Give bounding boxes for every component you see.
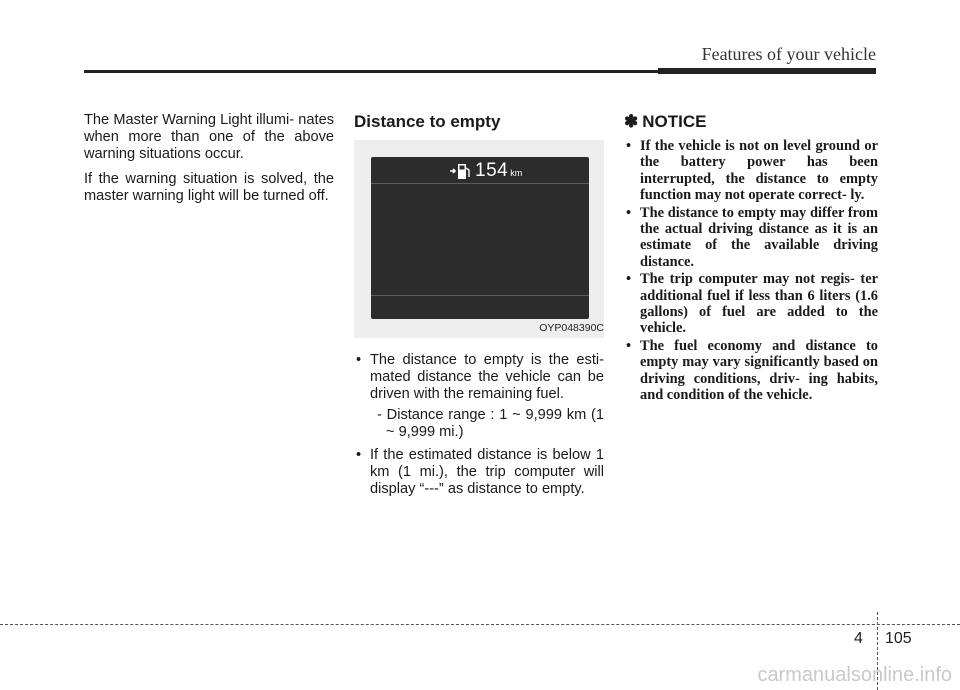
fuel-pump-icon — [449, 161, 471, 181]
list-item — [354, 447, 604, 498]
watermark: carmanualsonline.info — [757, 664, 952, 686]
bullet-list — [354, 447, 604, 498]
distance-value: 154 — [475, 160, 509, 181]
notice-asterisk-icon: ✽ — [624, 112, 639, 131]
cluster-figure — [354, 140, 604, 338]
list-item-text: The trip computer may not regis- ter additional fuel if less than 6 liters (1.6 gallons) of fuel are added to the vehicle. — [640, 271, 878, 337]
notice-column — [624, 112, 878, 405]
list-item — [624, 205, 878, 271]
list-item — [624, 338, 878, 404]
sub-list-item: - Distance range : 1 ~ 9,999 km (1 ~ 9,999 mi.) — [377, 407, 604, 440]
section-heading: Distance to empty — [354, 112, 501, 131]
list-item — [624, 271, 878, 337]
distance-unit: km — [510, 168, 523, 178]
section-number: 4 — [854, 630, 863, 647]
notice-heading — [624, 112, 878, 132]
list-item-text: The fuel economy and distance to empty may vary significantly based on driving conditions, driv- ing habits, and condition of the vehicle. — [640, 337, 878, 404]
list-item-text: If the estimated distance is below 1 km (1 mi.), the trip computer will display “---” as distance to empty. — [370, 447, 604, 497]
distance-readout — [449, 160, 522, 182]
figure-caption: OYP048390C — [539, 322, 604, 334]
notice-list — [624, 138, 878, 404]
list-item-text: If the vehicle is not on level ground or the battery power has been interrupted, the distance to empty function may not operate correct- ly. — [640, 138, 878, 204]
bullet-list — [354, 352, 604, 403]
paragraph: The Master Warning Light illumi- nates when more than one of the above warning situations occur. — [84, 112, 334, 162]
left-column — [84, 112, 334, 213]
cluster-display — [371, 157, 589, 319]
list-item — [624, 138, 878, 204]
footer-rule — [0, 624, 960, 625]
list-item-text: The distance to empty is the esti- mated distance the vehicle can be driven with the remaining fuel. — [370, 352, 604, 402]
middle-column — [354, 112, 604, 502]
page-header-title: Features of your vehicle — [701, 44, 876, 64]
display-divider — [371, 183, 589, 184]
list-item-text: The distance to empty may differ from the actual driving distance as it is an estimate of the available driving distance. — [640, 204, 878, 270]
list-item — [354, 352, 604, 403]
header-rule-accent — [658, 68, 876, 74]
paragraph: If the warning situation is solved, the master warning light will be turned off. — [84, 171, 334, 204]
page-number: 105 — [885, 630, 912, 647]
notice-heading-text: NOTICE — [642, 112, 707, 131]
display-divider — [371, 295, 589, 296]
